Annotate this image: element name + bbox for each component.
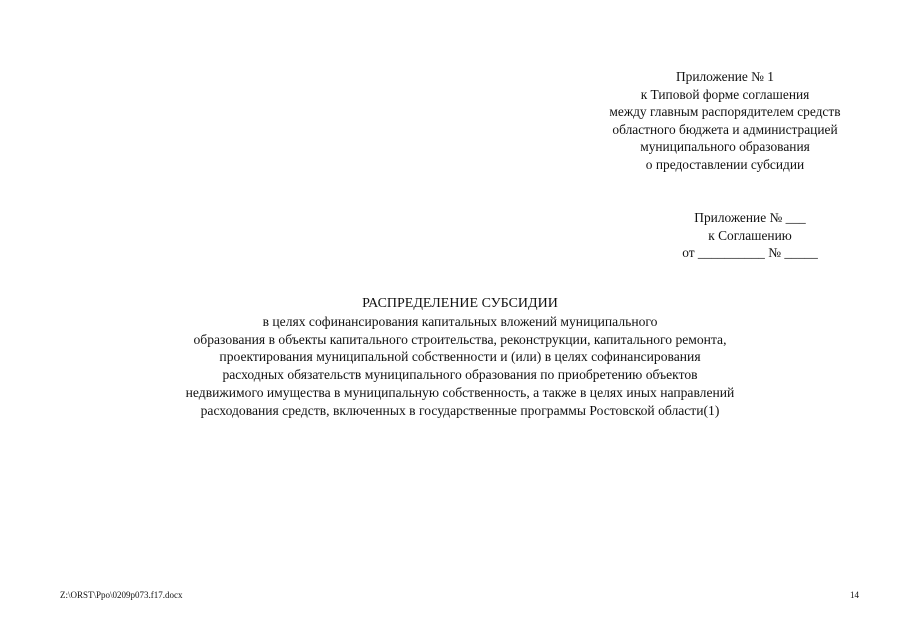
agreement-reference xyxy=(660,209,840,262)
title-line: расходования средств, включенных в государственные программы Ростовской области(1) xyxy=(200,402,720,418)
appendix-line: Приложение № 1 xyxy=(675,69,775,84)
appendix-header xyxy=(590,68,860,173)
footer-file-path: Z:\ORST\Ppo\0209p073.f17.docx xyxy=(60,590,183,600)
title-line: расходных обязательств муниципального образования по приобретению объектов xyxy=(222,367,698,383)
title-line: в целях софинансирования капитальных вложений муниципального xyxy=(262,313,658,329)
appendix-line: муниципального образования xyxy=(640,139,810,154)
page-number: 14 xyxy=(850,590,859,600)
title-line: проектирования муниципальной собственности и (или) в целях софинансирования xyxy=(219,349,701,365)
appendix-line: областного бюджета и администрацией xyxy=(612,121,838,137)
title-main: РАСПРЕДЕЛЕНИЕ СУБСИДИИ xyxy=(362,296,558,311)
agreement-ref-line: Приложение № ___ xyxy=(694,210,806,225)
appendix-line: о предоставлении субсидии xyxy=(645,156,805,172)
document-title xyxy=(95,295,825,420)
agreement-ref-line: к Соглашению xyxy=(708,227,792,243)
title-line: образования в объекты капитального строительства, реконструкции, капитального ремонта, xyxy=(193,331,727,347)
appendix-line: между главным распорядителем средств xyxy=(609,104,841,119)
appendix-line: к Типовой форме соглашения xyxy=(640,86,810,102)
agreement-ref-line: от __________ № _____ xyxy=(682,245,818,260)
title-line: недвижимого имущества в муниципальную собственность, а также в целях иных направлений xyxy=(185,384,735,400)
